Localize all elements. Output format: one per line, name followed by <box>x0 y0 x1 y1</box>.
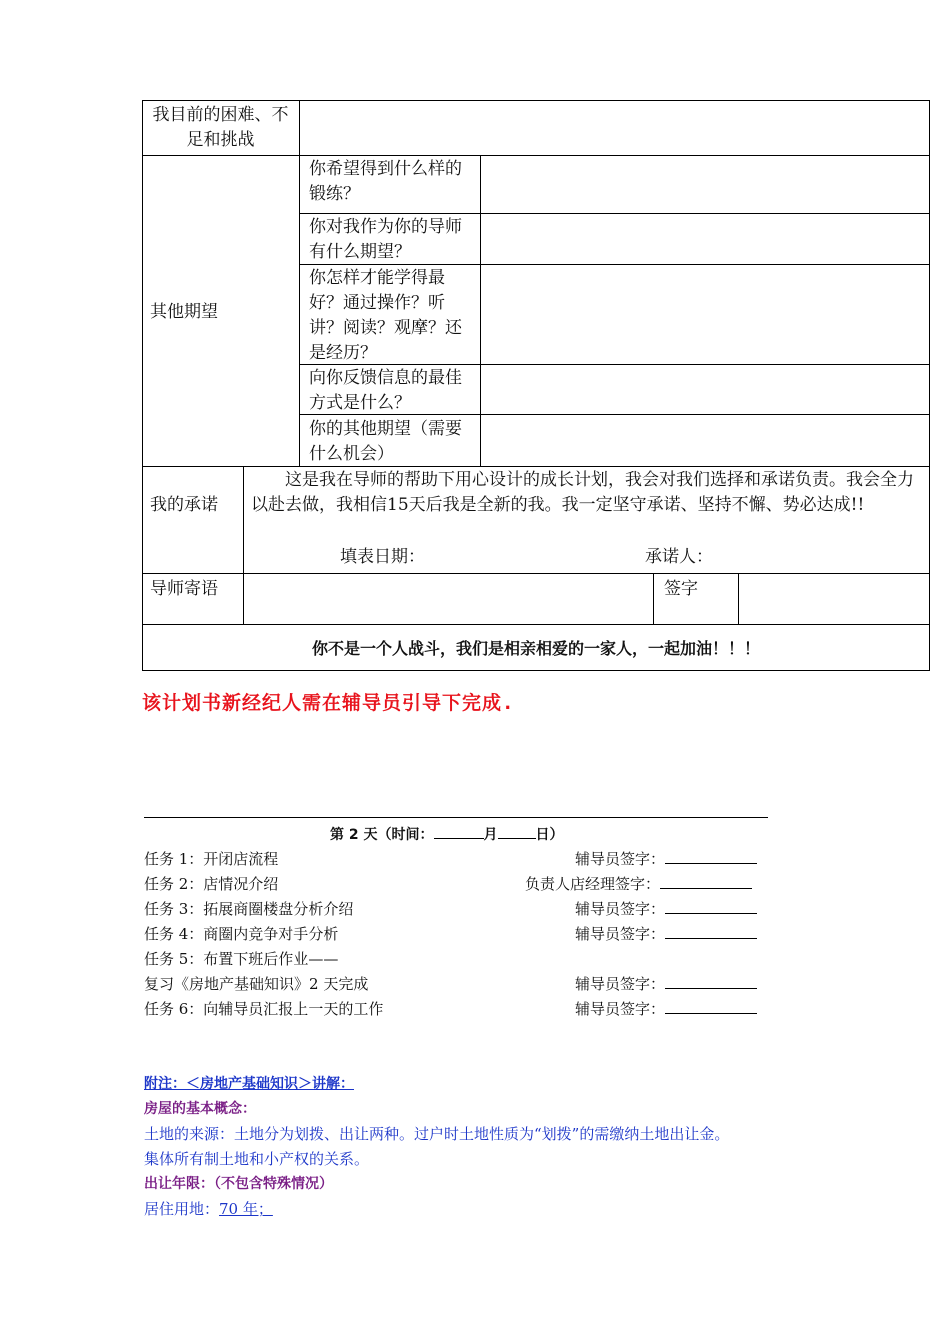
schedule-title <box>330 823 564 848</box>
question-mentor-expectation: 你对我作为你的导师有什么期望？ <box>309 217 462 262</box>
land-source: 土地的来源：土地分为划拨、出让两种。过户时土地性质为“划拨”的需缴纳土地出让金。 <box>144 1125 730 1143</box>
task-1: 任务 1：开闭店流程 <box>144 850 279 868</box>
question-feedback-method: 向你反馈信息的最佳方式是什么？ <box>309 368 462 413</box>
appendix-section: 房屋的基本概念： <box>144 1101 256 1117</box>
other-expectations-label: 其他期望 <box>150 302 218 322</box>
mentor-signature-label: 签字 <box>664 579 698 599</box>
task-4: 任务 4：商圈内竞争对手分析 <box>144 925 339 943</box>
question-training: 你希望得到什么样的锻练？ <box>309 159 462 204</box>
fill-date-label: 填表日期： <box>340 547 425 567</box>
task-3-sign: 辅导员签字： <box>575 897 757 922</box>
task-3: 任务 3：拓展商圈楼盘分析介绍 <box>144 900 354 918</box>
schedule-month: 月 <box>483 827 498 843</box>
task-6: 任务 6：向辅导员汇报上一天的工作 <box>144 1000 384 1018</box>
difficulty-label: 我目前的困难、不足和挑战 <box>152 105 289 150</box>
question-other-expectation: 你的其他期望（需要什么机会） <box>309 419 462 464</box>
mentor-message-label: 导师寄语 <box>150 579 218 599</box>
collective-land: 集体所有制土地和小产权的关系。 <box>144 1150 370 1168</box>
task-5-sign: 辅导员签字： <box>575 972 757 997</box>
completion-note: 该计划书新经纪人需在辅导员引导下完成. <box>142 692 515 714</box>
residential-value: 70 年； <box>219 1200 273 1218</box>
promise-text: 这是我在导师的帮助下用心设计的成长计划，我会对我们选择和承诺负责。我会全力以赴去做，我相信15天后我是全新的我。我一定坚守承诺、坚持不懈、势必达成!! <box>251 470 914 515</box>
residential-label: 居住用地： <box>144 1200 220 1218</box>
task-5: 任务 5：布置下班后作业—— <box>144 950 339 968</box>
schedule-day: 日） <box>535 827 564 843</box>
schedule-title-prefix: 第 2 天（时间： <box>330 827 434 843</box>
question-learning-style: 你怎样才能学得最好？通过操作？听讲？阅读？观摩？还是经历？ <box>309 268 462 363</box>
promise-label: 我的承诺 <box>150 495 218 515</box>
task-6-sign: 辅导员签字： <box>575 997 757 1022</box>
promiser-label: 承诺人： <box>645 547 713 567</box>
appendix-title: 附注：＜房地产基础知识＞讲解： <box>144 1076 354 1092</box>
slogan: 你不是一个人战斗，我们是相亲相爱的一家人，一起加油！！！ <box>311 639 760 658</box>
task-2-sign: 负责人店经理签字： <box>525 872 752 897</box>
task-1-sign: 辅导员签字： <box>575 847 757 872</box>
task-5-review: 复习《房地产基础知识》2 天完成 <box>144 975 369 993</box>
task-4-sign: 辅导员签字： <box>575 922 757 947</box>
task-2: 任务 2：店情况介绍 <box>144 875 279 893</box>
residential-term <box>144 1197 273 1222</box>
term-title: 出让年限：（不包含特殊情况） <box>144 1176 333 1192</box>
